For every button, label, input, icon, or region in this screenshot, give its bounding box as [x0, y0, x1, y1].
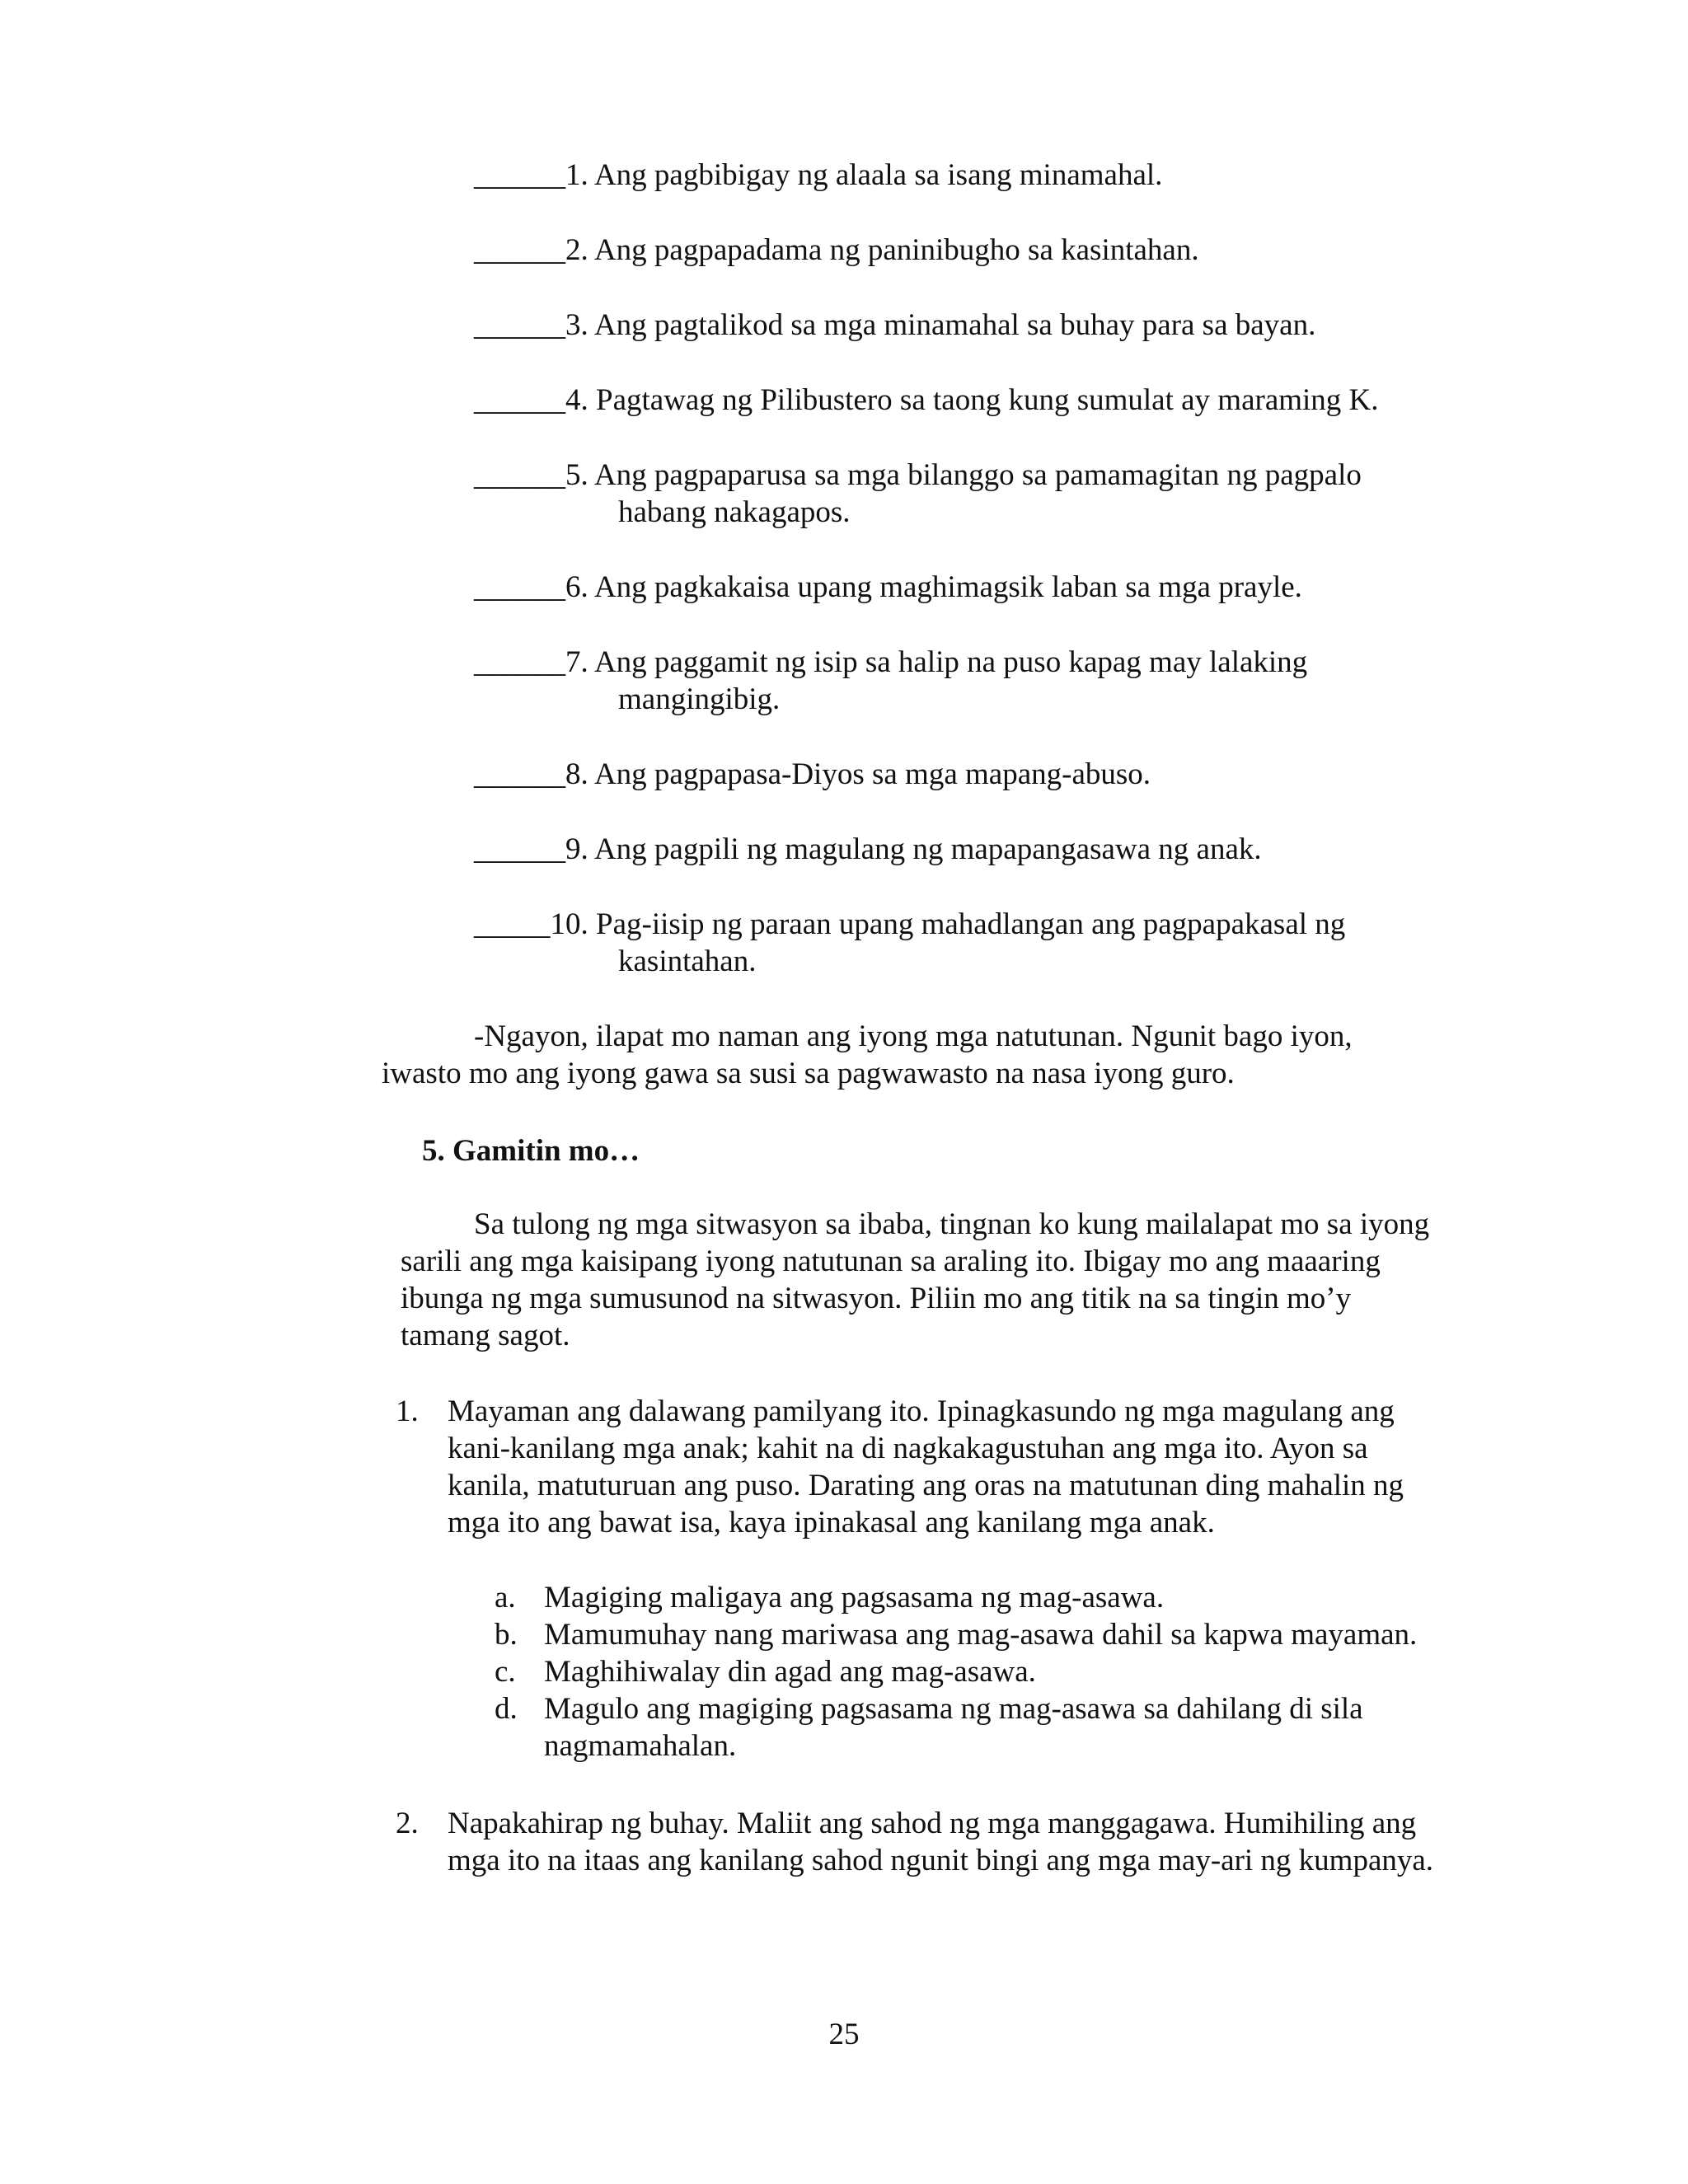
question — [396, 1393, 1533, 1541]
answer-blank: ______ — [474, 645, 565, 679]
instruction-line: -Ngayon, ilapat mo naman ang iyong mga natutunan. Ngunit bago iyon, — [474, 1019, 1353, 1053]
question-line: mga ito ang bawat isa, kaya ipinakasal ang kanilang mga anak. — [448, 1506, 1215, 1540]
matching-item — [474, 457, 1545, 531]
option-text: Mamumuhay nang mariwasa ang mag-asawa dahil sa kapwa mayaman. — [544, 1618, 1418, 1652]
option-label: d. — [495, 1692, 518, 1726]
item-text-continuation: habang nakagapos. — [618, 495, 851, 529]
matching-item — [474, 644, 1545, 718]
matching-item — [474, 569, 1545, 606]
question-line: kanila, matuturuan ang puso. Darating ang oras na matutunan ding mahalin ng — [448, 1469, 1404, 1502]
answer-option — [495, 1653, 1533, 1690]
option-text-continuation: nagmamahalan. — [544, 1729, 737, 1763]
option-label: b. — [495, 1618, 518, 1652]
answer-blank: ______ — [474, 570, 565, 604]
intro-line: tamang sagot. — [401, 1319, 570, 1352]
item-text-continuation: mangingibig. — [618, 682, 781, 716]
item-text: 5. Ang pagpaparusa sa mga bilanggo sa pamamagitan ng pagpalo — [565, 458, 1362, 492]
matching-item — [474, 157, 1545, 194]
item-text: 6. Ang pagkakaisa upang maghimagsik laban sa mga prayle. — [565, 570, 1302, 604]
item-text: 1. Ang pagbibigay ng alaala sa isang minamahal. — [565, 158, 1163, 192]
question-line: Mayaman ang dalawang pamilyang ito. Ipinagkasundo ng mga magulang ang — [448, 1394, 1395, 1428]
item-text: 10. Pag-iisip ng paraan upang mahadlangan ang pagpapakasal ng — [550, 907, 1346, 941]
option-text: Magiging maligaya ang pagsasama ng mag-asawa. — [544, 1581, 1165, 1615]
item-text: 8. Ang pagpapasa-Diyos sa mga mapang-abuso. — [565, 757, 1151, 791]
question-line: Napakahirap ng buhay. Maliit ang sahod ng mga manggagawa. Humihiling ang — [448, 1807, 1417, 1840]
item-text: 9. Ang pagpili ng magulang ng mapapangasawa ng anak. — [565, 832, 1262, 866]
question — [396, 1805, 1533, 1879]
answer-blank: ______ — [474, 757, 565, 791]
answer-option — [495, 1690, 1533, 1765]
answer-option — [495, 1579, 1533, 1616]
answer-blank: _____ — [474, 907, 551, 941]
answer-option — [495, 1616, 1533, 1653]
question-number: 1. — [396, 1394, 419, 1428]
intro-line: sarili ang mga kaisipang iyong natutunan sa araling ito. Ibigay mo ang maaaring — [401, 1244, 1381, 1278]
answer-blank: ______ — [474, 233, 565, 267]
answer-blank: ______ — [474, 383, 565, 417]
page-number: 25 — [828, 2018, 860, 2051]
question-number: 2. — [396, 1807, 419, 1840]
matching-item — [474, 232, 1545, 269]
option-text: Maghihiwalay din agad ang mag-asawa. — [544, 1655, 1036, 1689]
instruction-line: iwasto mo ang iyong gawa sa susi sa pagwawasto na nasa iyong guro. — [382, 1057, 1235, 1090]
answer-blank: ______ — [474, 458, 565, 492]
matching-item — [474, 756, 1545, 793]
item-text: 2. Ang pagpapadama ng paninibugho sa kasintahan. — [565, 233, 1199, 267]
intro-line: ibunga ng mga sumusunod na sitwasyon. Piliin mo ang titik na sa tingin mo’y — [401, 1282, 1352, 1315]
matching-item — [474, 307, 1545, 344]
answer-blank: ______ — [474, 308, 565, 342]
intro-line: Sa tulong ng mga sitwasyon sa ibaba, tingnan ko kung mailalapat mo sa iyong — [474, 1207, 1430, 1241]
item-text: 3. Ang pagtalikod sa mga minamahal sa buhay para sa bayan. — [565, 308, 1316, 342]
matching-item — [474, 831, 1545, 868]
answer-blank: ______ — [474, 832, 565, 866]
section-heading: 5. Gamitin mo… — [422, 1134, 640, 1168]
question-line: mga ito na itaas ang kanilang sahod ngunit bingi ang mga may-ari ng kumpanya. — [448, 1844, 1434, 1877]
matching-item — [474, 382, 1545, 419]
option-text: Magulo ang magiging pagsasama ng mag-asawa sa dahilang di sila — [544, 1692, 1363, 1726]
answer-blank: ______ — [474, 158, 565, 192]
option-label: c. — [495, 1655, 516, 1689]
option-label: a. — [495, 1581, 516, 1615]
item-text-continuation: kasintahan. — [618, 944, 757, 978]
item-text: 7. Ang paggamit ng isip sa halip na puso kapag may lalaking — [565, 645, 1308, 679]
item-text: 4. Pagtawag ng Pilibustero sa taong kung sumulat ay maraming K. — [565, 383, 1379, 417]
answer-options — [495, 1579, 1533, 1765]
question-line: kani-kanilang mga anak; kahit na di nagkakagustuhan ang mga ito. Ayon sa — [448, 1432, 1368, 1465]
matching-item — [474, 906, 1545, 980]
